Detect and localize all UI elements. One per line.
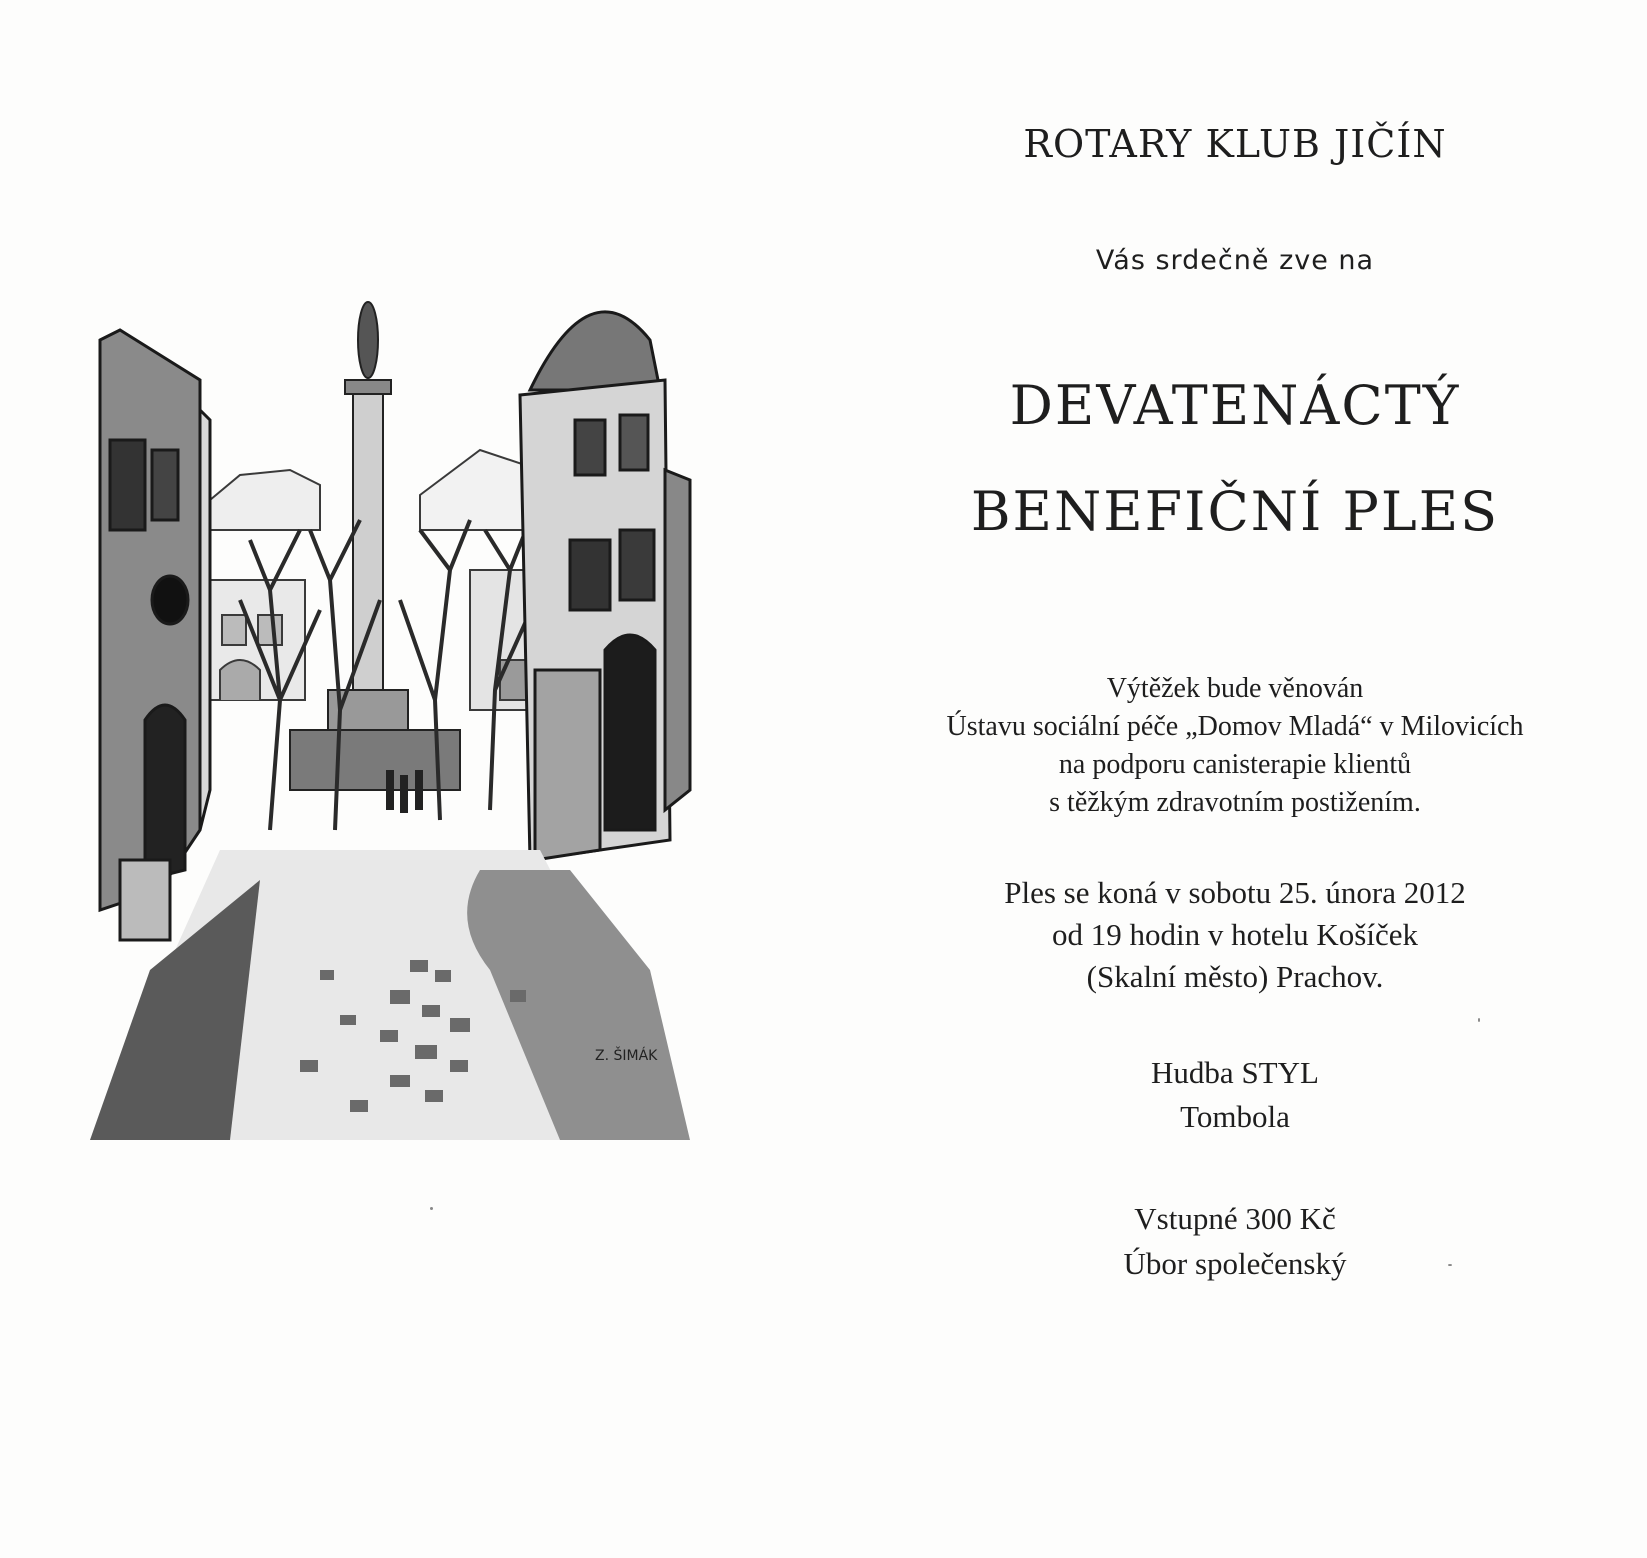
event-line: (Skalní město) Prachov. xyxy=(1086,959,1384,994)
town-square-sketch xyxy=(90,270,730,1140)
program-line: Tombola xyxy=(1180,1099,1290,1134)
admission-line: Vstupné 300 Kč xyxy=(1134,1201,1336,1236)
cobblestones xyxy=(90,850,690,1140)
club-name: ROTARY KLUB JIČÍN xyxy=(1023,122,1447,166)
invitation-text-panel xyxy=(823,0,1647,1558)
figures xyxy=(386,770,423,813)
event-line: Ples se koná v sobotu 25. února 2012 xyxy=(1004,875,1466,910)
headline-line-2: BENEFIČNÍ PLES xyxy=(970,480,1500,543)
invite-line: Vás srdečně zve na xyxy=(1095,245,1375,276)
charity-line: Ústavu sociální péče „Domov Mladá“ v Milovicích xyxy=(946,711,1524,742)
illustration-panel xyxy=(0,0,823,1558)
right-building xyxy=(520,312,690,860)
event-line: od 19 hodin v hotelu Košíček xyxy=(1052,917,1418,952)
program-line: Hudba STYL xyxy=(1151,1055,1319,1090)
admission-line: Úbor společenský xyxy=(1123,1246,1347,1281)
scan-speck xyxy=(430,1207,433,1210)
scan-speck xyxy=(1448,1264,1452,1266)
scan-speck xyxy=(1478,1018,1480,1022)
charity-line: s těžkým zdravotním postižením. xyxy=(1049,787,1421,818)
left-building xyxy=(100,330,210,940)
charity-line: na podporu canisterapie klientů xyxy=(1058,749,1412,780)
charity-line: Výtěžek bude věnován xyxy=(1106,673,1364,704)
signature: Z. ŠIMÁK xyxy=(595,1048,658,1064)
headline-line-1: DEVATENÁCTÝ xyxy=(1009,374,1461,437)
